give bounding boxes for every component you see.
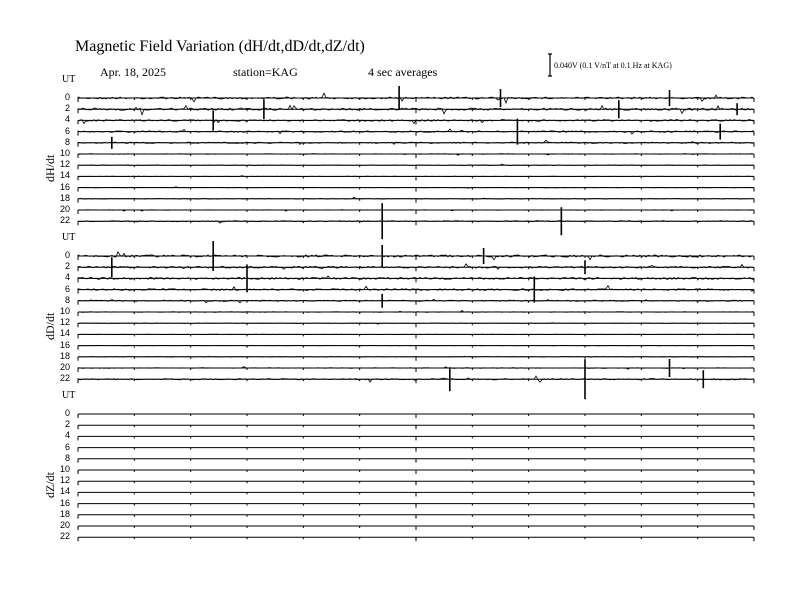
row-label: 4 — [64, 114, 70, 125]
panel-0 — [78, 86, 754, 239]
row-label: 8 — [64, 294, 70, 305]
row-label: 6 — [64, 283, 70, 294]
trace-row-14 — [78, 176, 754, 177]
row-label: 18 — [59, 508, 70, 519]
panel-1 — [78, 241, 754, 399]
trace-row-2 — [78, 264, 754, 269]
ut-label: UT — [62, 232, 76, 243]
row-label: 12 — [59, 159, 70, 170]
row-label: 4 — [64, 430, 70, 441]
row-label: 10 — [59, 148, 70, 158]
row-label: 0 — [64, 250, 70, 260]
row-label: 2 — [64, 261, 70, 272]
row-label: 16 — [59, 339, 70, 350]
row-label: 22 — [59, 531, 70, 542]
row-label: 14 — [59, 486, 70, 497]
row-label: 18 — [59, 192, 70, 203]
row-label: 20 — [59, 362, 70, 372]
date-label: Apr. 18, 2025 — [100, 65, 166, 79]
row-label: 20 — [59, 204, 70, 214]
chart-title: Magnetic Field Variation (dH/dt,dD/dt,dZ/dt) — [75, 38, 365, 55]
averaging-label: 4 sec averages — [368, 65, 438, 79]
row-label: 20 — [59, 520, 70, 530]
ut-label: UT — [62, 390, 76, 401]
row-label: 12 — [59, 475, 70, 486]
trace-row-18 — [78, 197, 754, 199]
row-label: 12 — [59, 317, 70, 328]
row-label: 16 — [59, 181, 70, 192]
row-label: 22 — [59, 373, 70, 384]
row-label: 8 — [64, 452, 70, 463]
row-label: 18 — [59, 350, 70, 361]
scale-bar — [548, 54, 552, 76]
panel-2 — [78, 414, 754, 541]
row-label: 22 — [59, 215, 70, 226]
scale-note: 0.040V (0.1 V/nT at 0.1 Hz at KAG) — [554, 61, 672, 70]
panel-title: dD/dt — [43, 312, 57, 340]
station-label: station=KAG — [233, 65, 298, 79]
row-label: 2 — [64, 103, 70, 114]
row-label: 10 — [59, 306, 70, 316]
panel-title: dZ/dt — [43, 471, 57, 498]
row-label: 16 — [59, 497, 70, 508]
row-label: 6 — [64, 441, 70, 452]
row-label: 0 — [64, 408, 70, 418]
row-label: 6 — [64, 125, 70, 136]
row-label: 4 — [64, 272, 70, 283]
row-label: 14 — [59, 170, 70, 181]
ut-label: UT — [62, 74, 76, 85]
row-label: 8 — [64, 136, 70, 147]
row-label: 10 — [59, 464, 70, 474]
row-label: 14 — [59, 328, 70, 339]
panel-title: dH/dt — [43, 154, 57, 182]
row-label: 0 — [64, 92, 70, 102]
row-label: 2 — [64, 419, 70, 430]
trace-row-10 — [78, 310, 754, 312]
